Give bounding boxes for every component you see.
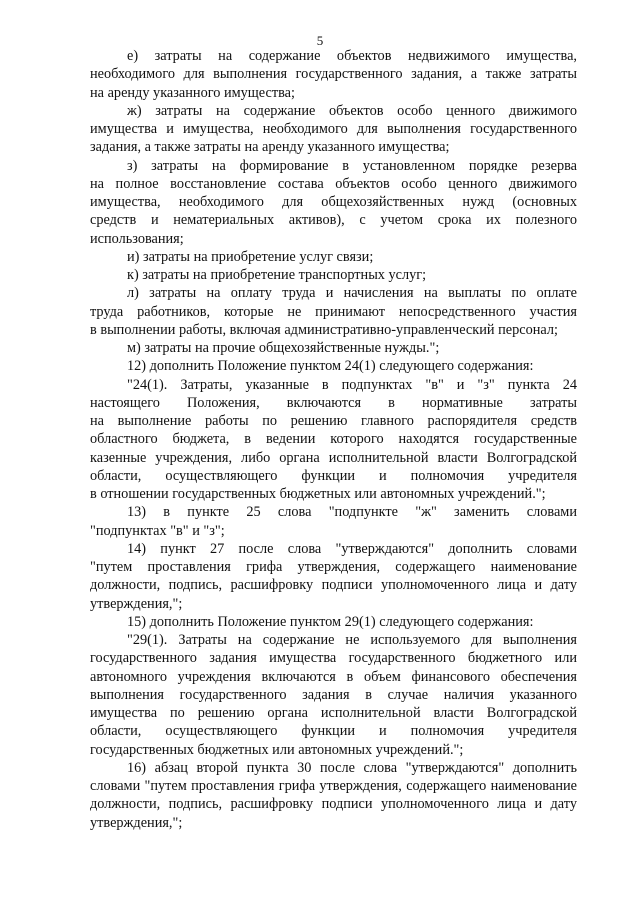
text-line: м) затраты на прочие общехозяйственные нужды."; xyxy=(127,340,440,356)
text-line: словами "путем проставления грифа утверждения, содержащего наименование xyxy=(90,778,577,794)
text-line: утверждения,"; xyxy=(90,595,183,612)
text-line: задания, а также затраты на аренду указанного имущества; xyxy=(90,139,450,156)
text-line: настоящего Положения, включаются в нормативные затраты xyxy=(90,394,577,411)
text-line: области, осуществляющего функции и полномочия учредителя xyxy=(90,467,577,484)
text-line: "подпунктах "в" и "з"; xyxy=(90,522,225,539)
text-line: казенные учреждения, либо органа исполнительной власти Волгоградской xyxy=(90,449,577,466)
text-line: на выполнение работы по решению главного распорядителя средств xyxy=(90,413,577,429)
text-line: 14) пункт 27 после слова "утверждаются" дополнить словами xyxy=(127,540,577,557)
text-line: должности, подпись, расшифровку подписи уполномоченного лица и дату xyxy=(90,796,577,813)
text-line: областного бюджета, в ведении которого находятся государственные xyxy=(90,431,577,448)
text-line: "24(1). Затраты, указанные в подпунктах "в" и "з" пункта 24 xyxy=(127,376,577,393)
text-line: государственного задания имущества государственного бюджетного или xyxy=(90,650,577,667)
text-line: утверждения,"; xyxy=(90,814,183,831)
text-line: и) затраты на приобретение услуг связи; xyxy=(127,248,374,265)
text-line: необходимого для выполнения государственного задания, а также затраты xyxy=(90,66,577,83)
text-line: ж) затраты на содержание объектов особо ценного движимого xyxy=(127,102,577,119)
text-line: труда работников, которые не принимают непосредственного участия xyxy=(90,303,577,320)
text-line: з) затраты на формирование в установленном порядке резерва xyxy=(127,157,577,174)
text-line: должности, подпись, расшифровку подписи уполномоченного лица и дату xyxy=(90,577,577,594)
text-line: на аренду указанного имущества; xyxy=(90,84,295,101)
text-line: 12) дополнить Положение пунктом 24(1) следующего содержания: xyxy=(127,358,534,375)
text-line: е) затраты на содержание объектов недвижимого имущества, xyxy=(127,48,577,64)
text-line: 13) в пункте 25 слова "подпункте "ж" заменить словами xyxy=(127,504,577,521)
text-line: использования; xyxy=(90,230,184,247)
text-line: имущества, необходимого для общехозяйственных нужд (основных xyxy=(90,194,577,210)
text-line: л) затраты на оплату труда и начисления на выплаты по оплате xyxy=(127,285,577,302)
text-line: 16) абзац второй пункта 30 после слова "утверждаются" дополнить xyxy=(127,759,577,776)
page-number: 5 xyxy=(316,33,324,48)
text-line: средств и нематериальных активов), с учетом срока их полезного xyxy=(90,212,577,229)
text-line: на полное восстановление состава объектов особо ценного движимого xyxy=(90,175,577,192)
text-line: автономного учреждения включаются в объем финансового обеспечения xyxy=(90,668,577,685)
text-line: "путем проставления грифа утверждения, содержащего наименование xyxy=(90,559,577,575)
text-line: имущества по решению органа исполнительной власти Волгоградской xyxy=(90,705,577,721)
text-line: выполнения государственного задания в случае наличия указанного xyxy=(90,686,577,703)
text-line: в отношении государственных бюджетных или автономных учреждений."; xyxy=(90,486,546,502)
text-line: имущества и имущества, необходимого для выполнения государственного xyxy=(90,121,577,137)
text-line: области, осуществляющего функции и полномочия учредителя xyxy=(90,723,577,740)
text-line: к) затраты на приобретение транспортных услуг; xyxy=(127,267,427,283)
document-body xyxy=(90,47,577,832)
text-line: в выполнении работы, включая административно-управленческий персонал; xyxy=(90,321,558,338)
text-line: государственных бюджетных или автономных учреждений."; xyxy=(90,741,464,758)
text-line: 15) дополнить Положение пунктом 29(1) следующего содержания: xyxy=(127,613,534,630)
text-line: "29(1). Затраты на содержание не используемого для выполнения xyxy=(127,632,577,648)
